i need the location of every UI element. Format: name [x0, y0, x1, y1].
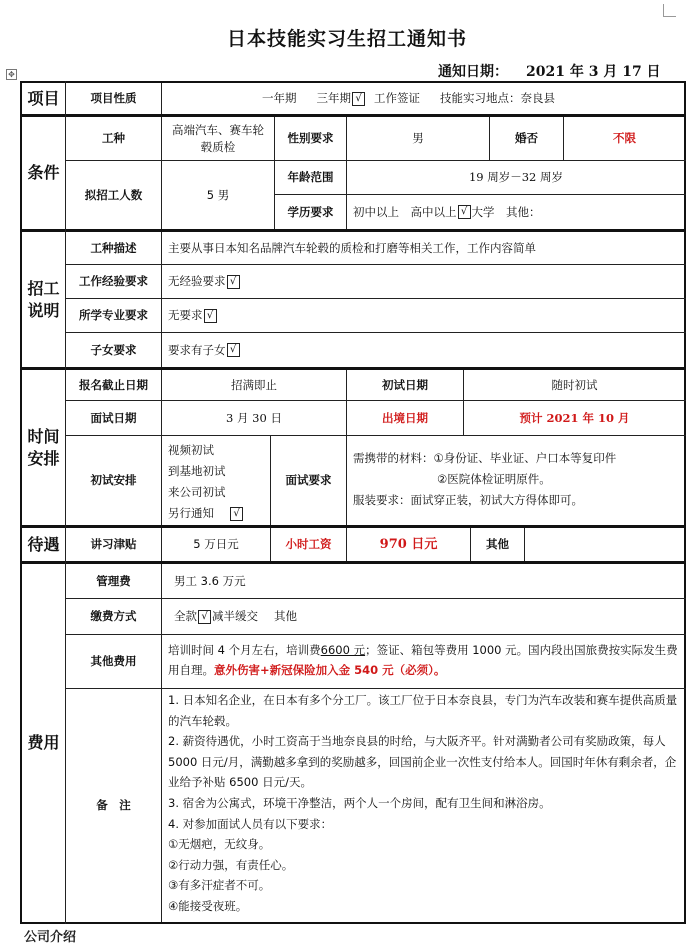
note-item: ①无烟疤，无纹身。: [168, 837, 271, 852]
checkbox-checked-icon[interactable]: √: [227, 343, 240, 357]
interview-date-label: 面试日期: [90, 410, 137, 425]
page-corner-mark: [663, 4, 676, 17]
experience-text: 无经验要求: [168, 274, 226, 288]
option-base[interactable]: 到基地初试: [168, 464, 226, 478]
pay-half-option[interactable]: 减半缓交: [212, 609, 258, 623]
section-project: 项目: [27, 88, 60, 108]
education-options: 初中以上 高中以上: [353, 204, 457, 219]
education-value: [347, 195, 685, 229]
hourly-wage-value: 970 日元: [379, 537, 438, 552]
arrangement-options: [162, 436, 270, 525]
interview-date-value: 3 月 30 日: [226, 410, 282, 425]
other-fees-label: 其他费用: [90, 654, 137, 668]
checkbox-checked-icon[interactable]: √: [230, 507, 243, 521]
gender-label: 性别要求: [287, 131, 334, 145]
other-fees-text-1: 培训时间 4 个月左右，培训费: [168, 643, 321, 657]
deadline-value: 招满即止: [231, 377, 277, 392]
benefits-other-label: 其他: [486, 537, 509, 551]
checkbox-checked-icon[interactable]: √: [458, 205, 471, 219]
deadline-label: 报名截止日期: [79, 377, 148, 392]
pay-other-option[interactable]: 其他: [274, 609, 297, 623]
headcount-value: 5 男: [206, 187, 230, 202]
note-item: 3. 宿舍为公寓式，环境干净整洁，两个人一个房间，配有卫生间和淋浴房。: [168, 795, 551, 810]
note-item: ④能接受夜班。: [168, 898, 248, 913]
departure-date-value: 预计 2021 年 10 月: [519, 410, 630, 425]
marriage-label: 婚否: [515, 131, 538, 145]
experience-value: [162, 265, 685, 298]
mgmt-fee-value: 男工 3.6 万元: [174, 573, 246, 588]
note-item: ②行动力强，有责任心。: [168, 857, 294, 872]
major-label: 所学专业要求: [79, 308, 148, 322]
subsidy-value: 5 万日元: [193, 537, 239, 551]
job-desc-value: 主要从事日本知名品牌汽车轮毂的质检和打磨等相关工作，工作内容简单: [168, 240, 536, 255]
training-fee: 6600 元: [320, 643, 366, 657]
major-value: [162, 299, 685, 332]
project-type-label: 项目性质: [90, 91, 137, 105]
note-item: ③有多汗症者不可。: [168, 878, 271, 893]
mgmt-fee-label: 管理费: [96, 573, 131, 588]
other-fees-text-2: ；签证、箱包等费用 1000 元。国内段出国旅费按实际发生费用自理。: [168, 643, 678, 677]
age-label: 年龄范围: [287, 170, 334, 184]
checkbox-checked-icon[interactable]: √: [204, 309, 217, 323]
job-type-label: 工种: [102, 131, 125, 145]
children-value: [162, 333, 685, 367]
insurance-note: 意外伤害+新冠保险加入金 540 元（必须）。: [214, 663, 446, 677]
option-video[interactable]: 视频初试: [168, 443, 214, 457]
req-medical: ②医院体检证明原件。: [437, 472, 551, 486]
interview-req-label: 面试要求: [285, 473, 332, 487]
age-value: 19 周岁－32 周岁: [468, 170, 564, 184]
option-one-year[interactable]: 一年期: [262, 91, 297, 105]
note-item: 1. 日本知名企业，在日本有多个分工厂。该工厂位于日本奈良县，专门为汽车改装和赛车提供高质量的汽车轮毂。: [168, 693, 678, 728]
date-value: 2021 年 3 月 17 日: [526, 64, 661, 80]
hourly-wage-label: 小时工资: [285, 537, 332, 551]
first-test-value: 随时初试: [551, 377, 598, 392]
option-notice[interactable]: [168, 503, 264, 524]
section-recruit-desc: 招工说明: [27, 278, 60, 320]
option-notice-text: 另行通知: [168, 506, 214, 520]
notice-date: [438, 61, 661, 81]
company-intro-heading: 公司介绍: [24, 930, 77, 945]
marriage-value: 不限: [613, 131, 636, 145]
section-benefits: 待遇: [27, 534, 60, 554]
job-type-value: 高端汽车、赛车轮毂质检: [172, 122, 264, 154]
gender-value: 男: [412, 131, 424, 145]
education-label: 学历要求: [287, 204, 334, 219]
move-handle-icon[interactable]: ✥: [6, 69, 17, 80]
checkbox-checked-icon[interactable]: √: [352, 92, 365, 106]
note-item: 2. 薪资待遇优，小时工资高于当地奈良县的时给，与大阪齐平。针对满勤者公司有奖励政策，每人5000 日元/月，满勤越多拿到的奖励越多，回国前企业一次性支付给本人。回国时年休有剩余者，企业给予补贴 6500 日元/天。: [168, 734, 677, 790]
option-work-visa[interactable]: 工作签证: [374, 91, 420, 105]
date-label: 通知日期：: [438, 64, 508, 80]
interview-req-value: [347, 436, 685, 525]
checkbox-checked-icon[interactable]: √: [227, 275, 240, 289]
payment-label: 缴费方式: [90, 609, 137, 623]
headcount-label: 拟招工人数: [84, 187, 143, 202]
document-title: 日本技能实习生招工通知书: [226, 28, 467, 50]
section-fees: 费用: [27, 733, 60, 752]
departure-date-label: 出境日期: [382, 410, 428, 425]
payment-options: [162, 599, 685, 634]
training-location: 技能实习地点：奈良县: [440, 91, 555, 105]
first-test-label: 初试日期: [382, 377, 428, 392]
section-conditions: 条件: [27, 163, 60, 182]
option-company[interactable]: 来公司初试: [168, 485, 226, 499]
remarks-notes: [162, 690, 685, 922]
req-dress: 服装要求：面试穿正装，初试大方得体即可。: [353, 493, 583, 507]
divider: [524, 528, 525, 561]
arrangement-label: 初试安排: [90, 473, 137, 487]
pay-full-option[interactable]: 全款: [174, 609, 197, 623]
project-type-options: [162, 83, 684, 114]
job-desc-label: 工种描述: [90, 240, 137, 255]
remarks-label: 备 注: [96, 798, 131, 812]
option-three-year[interactable]: 三年期: [316, 91, 351, 105]
checkbox-checked-icon[interactable]: √: [198, 610, 211, 624]
experience-label: 工作经验要求: [79, 274, 148, 288]
children-text: 要求有子女: [168, 342, 226, 357]
note-item: 4. 对参加面试人员有以下要求：: [168, 816, 333, 831]
section-schedule: 时间安排: [27, 426, 60, 468]
req-materials: 需携带的材料：①身份证、毕业证、户口本等复印件: [353, 451, 617, 465]
children-label: 子女要求: [90, 342, 137, 357]
other-fees-value: [162, 635, 685, 688]
education-options-2: 大学 其他：: [471, 204, 541, 219]
subsidy-label: 讲习津贴: [90, 537, 137, 551]
major-text: 无要求: [168, 308, 203, 322]
